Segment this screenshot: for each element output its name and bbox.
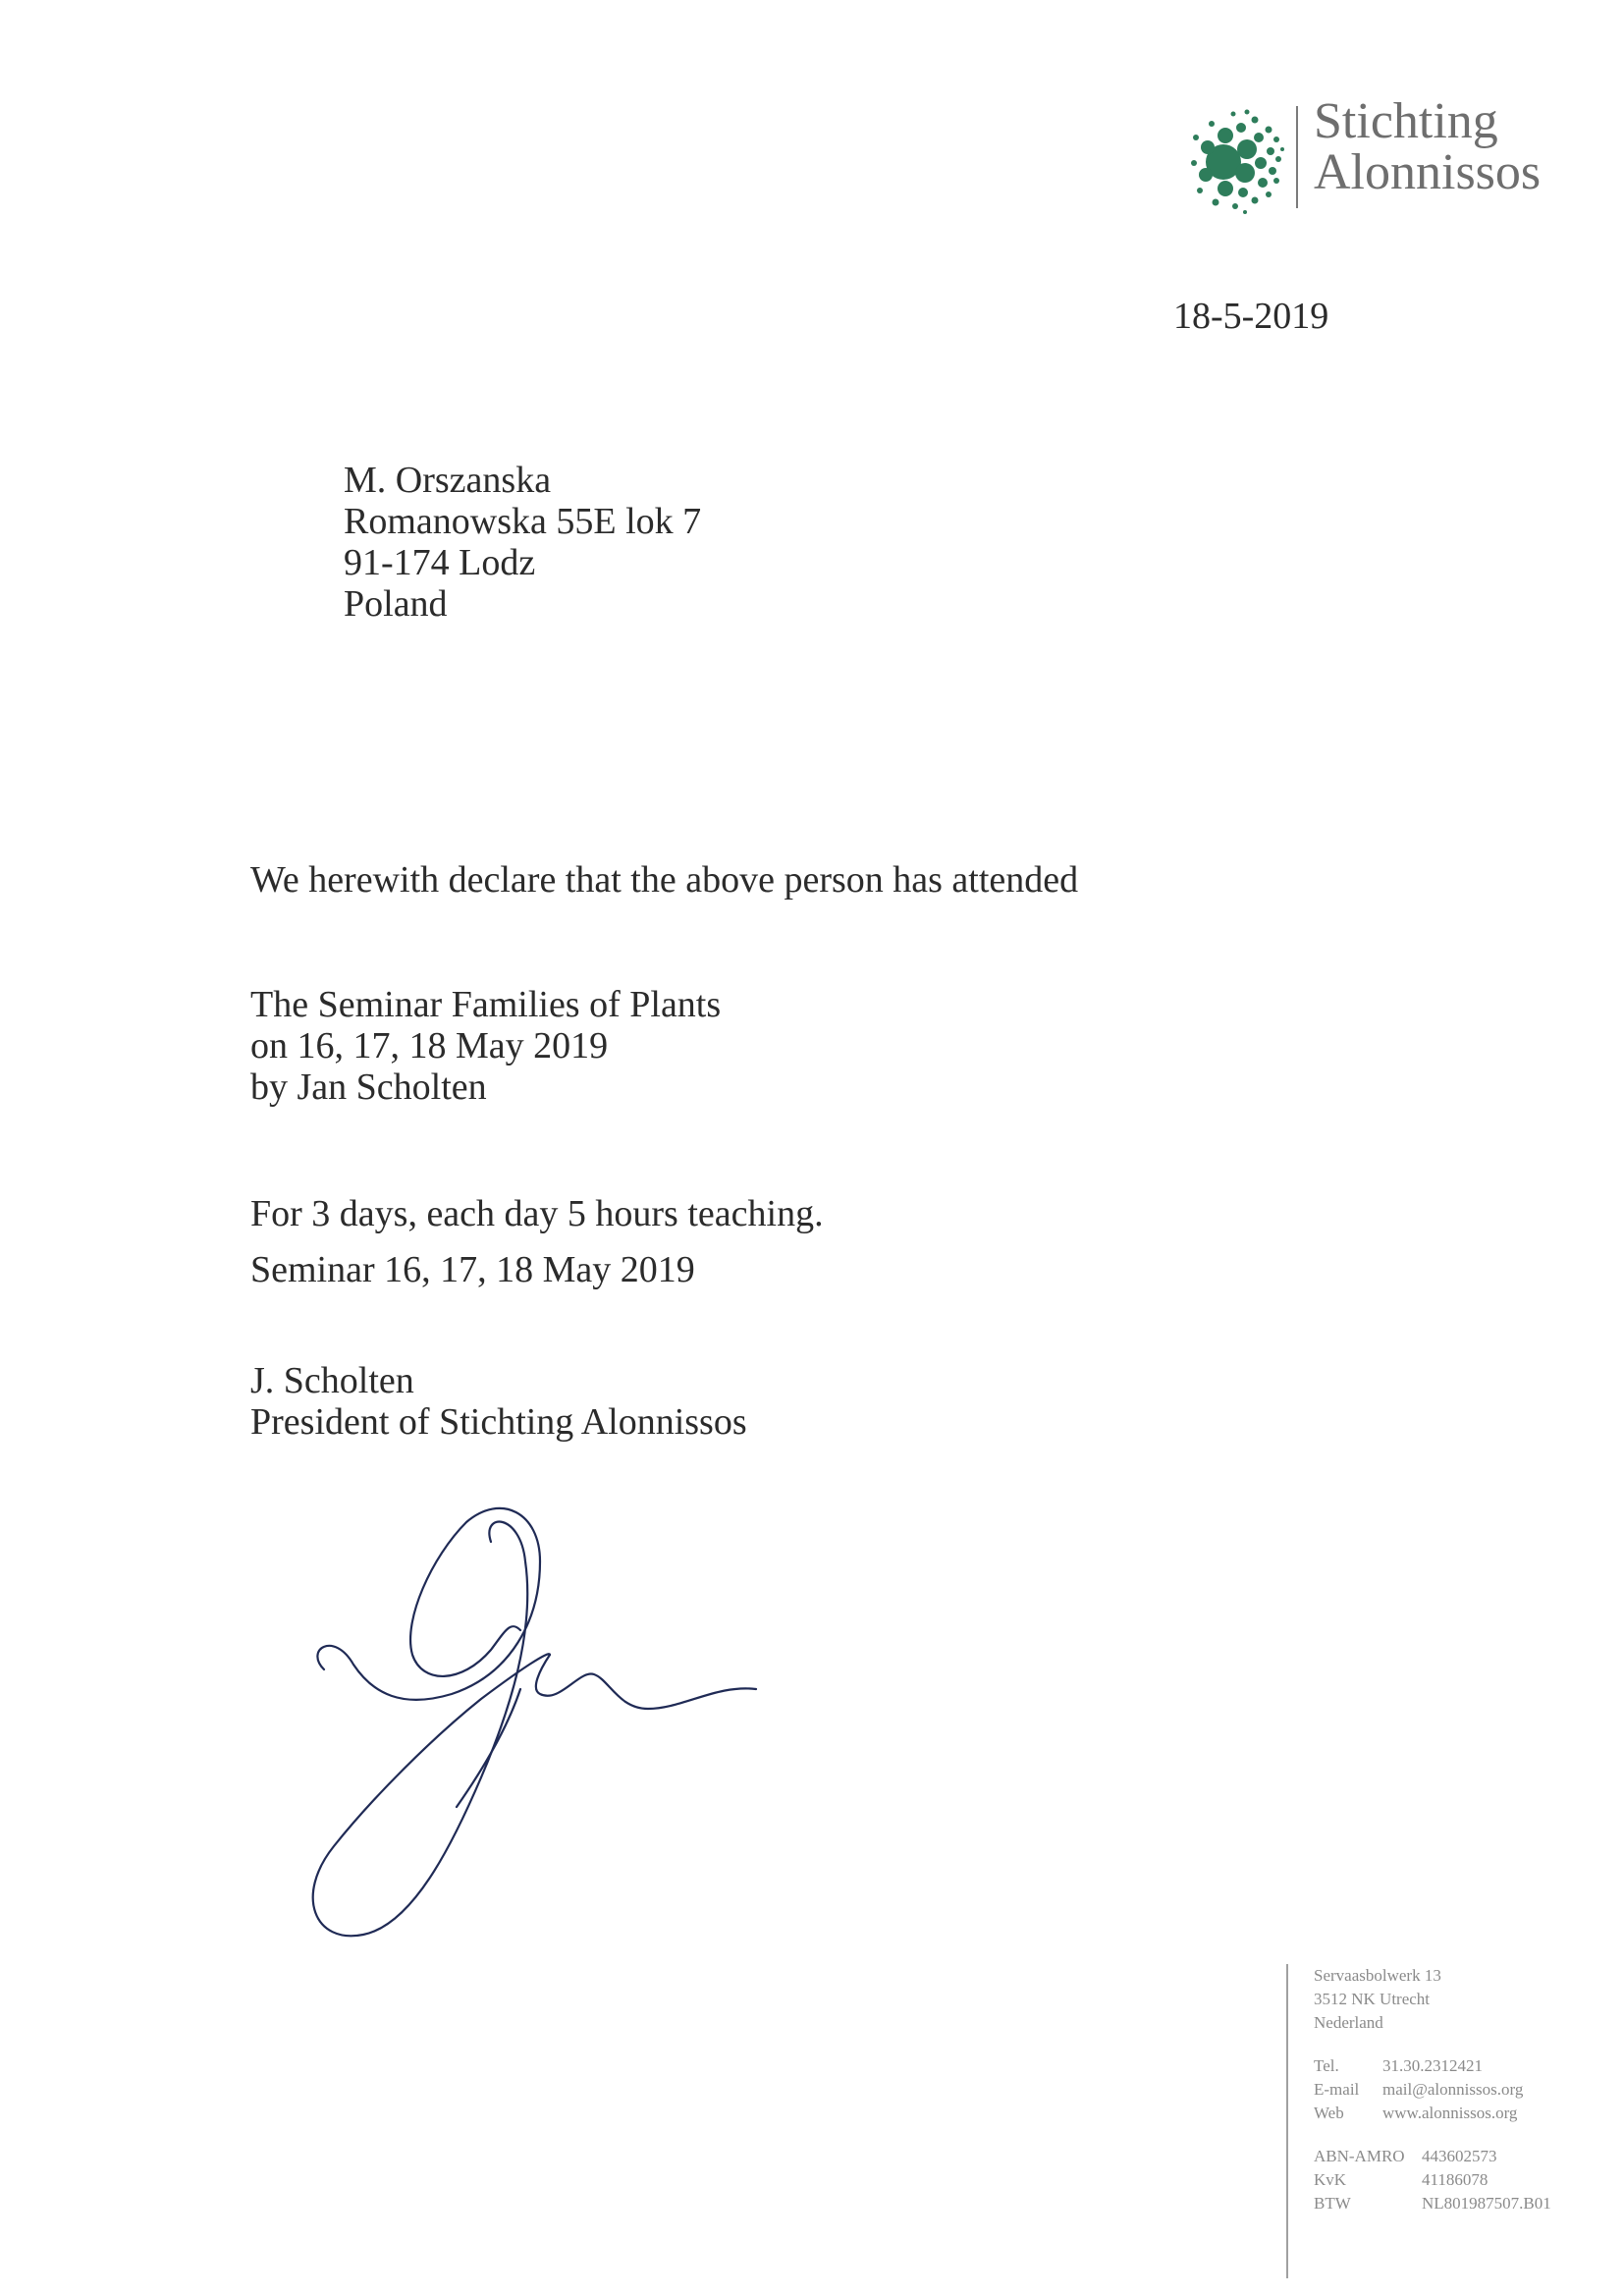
signer-name: J. Scholten (250, 1360, 414, 1401)
org-name-line2: Alonnissos (1314, 144, 1542, 200)
organization-name (1314, 93, 1542, 200)
teaching-hours: For 3 days, each day 5 hours teaching. (250, 1193, 824, 1234)
letterhead (1186, 93, 1608, 224)
footer-address-line: 3512 NK Utrecht (1314, 1990, 1431, 2008)
seminar-title: The Seminar Families of Plants (250, 984, 722, 1025)
seminar-dates: on 16, 17, 18 May 2019 (250, 1025, 609, 1066)
footer-phone: Tel. 31.30.2312421 (1314, 2056, 1483, 2075)
footer-address-line: Nederland (1314, 2013, 1383, 2032)
declaration-text: We herewith declare that the above person has attended (250, 859, 1079, 901)
logo-divider (1296, 106, 1298, 208)
footer-address (1314, 1964, 1624, 2035)
recipient-address (344, 460, 701, 625)
footer-btw: BTW NL801987507.B01 (1314, 2194, 1551, 2213)
dot-leaf-logo-icon (1186, 108, 1284, 216)
org-name-line1: Stichting (1314, 93, 1498, 149)
footer-contact (1314, 2054, 1624, 2125)
seminar-teacher: by Jan Scholten (250, 1066, 487, 1108)
footer-bank: ABN-AMRO 443602573 (1314, 2147, 1497, 2165)
signer-title: President of Stichting Alonnissos (250, 1401, 747, 1443)
letter-date: 18-5-2019 (1173, 296, 1329, 337)
footer-web: Web www.alonnissos.org (1314, 2104, 1518, 2122)
signer-block (250, 1360, 747, 1443)
recipient-city: 91-174 Lodz (344, 542, 536, 583)
handwritten-signature (295, 1483, 766, 1954)
footer-email: E-mail mail@alonnissos.org (1314, 2080, 1524, 2099)
footer-kvk: KvK 41186078 (1314, 2170, 1489, 2189)
footer-registry (1314, 2145, 1624, 2215)
seminar-dates-summary: Seminar 16, 17, 18 May 2019 (250, 1249, 695, 1290)
recipient-name: M. Orszanska (344, 460, 552, 501)
footer-contact-block (1286, 1964, 1624, 2278)
footer-address-line: Servaasbolwerk 13 (1314, 1966, 1441, 1985)
recipient-street: Romanowska 55E lok 7 (344, 501, 702, 542)
seminar-details (250, 984, 721, 1108)
recipient-country: Poland (344, 583, 448, 625)
